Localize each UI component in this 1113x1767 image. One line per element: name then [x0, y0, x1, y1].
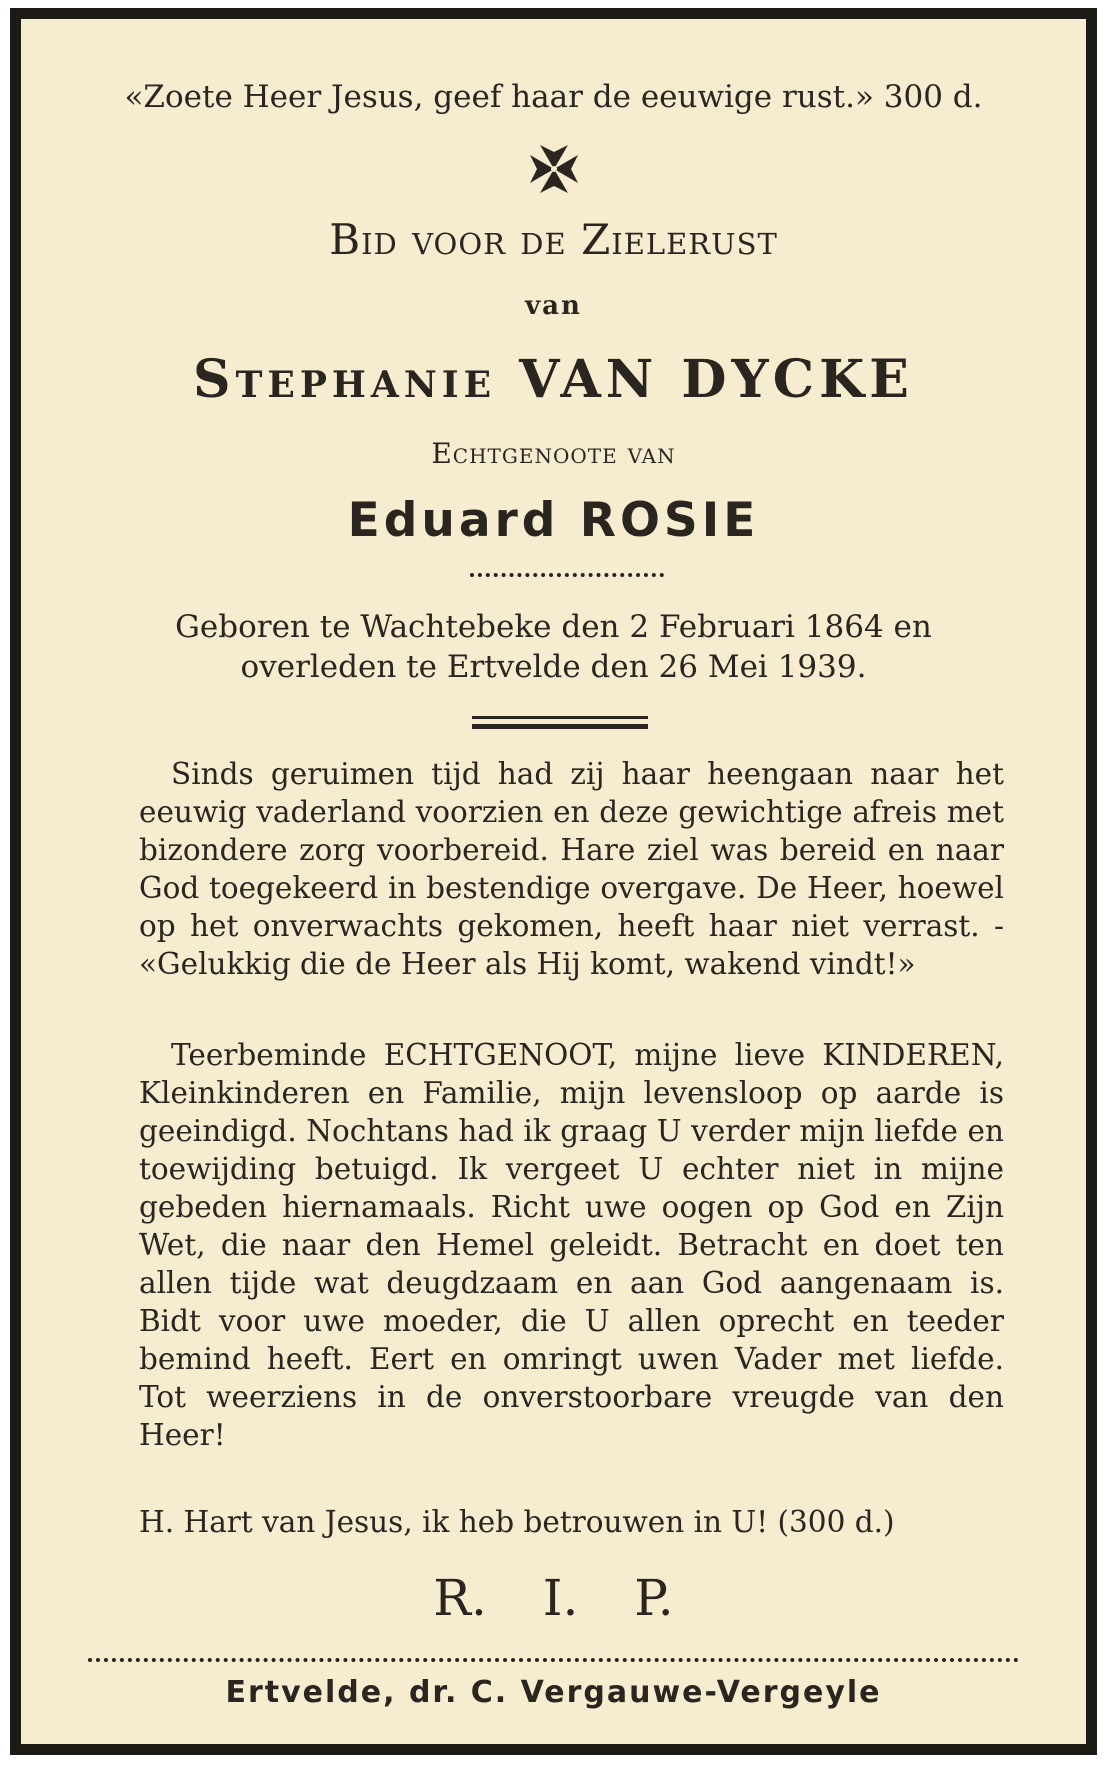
rip-text: R. I. P. [433, 1569, 674, 1627]
spouse-name: Eduard ROSIE [347, 493, 760, 548]
paragraph-text: Teerbeminde ECHTGENOOT, mijne lieve KINDEREN, Kleinkinderen en Familie, mijn levensloop op aarde is geeindigd. Nochtans had ik graag U verder mijn liefde en toewijding betuigd. Ik vergeet U echter niet in mijne gebeden hiernamaals. Richt uwe oogen op God en Zijn Wet, die naar den Hemel geleidt. Betracht en doet ten allen tijde wat deugdzaam en aan God aangenaam is. Bidt voor uwe moeder, die U allen oprecht en teeder bemind heeft. Eert en omringt uwen Vader met liefde. Tot weerziens in de onverstoorbare vreugde van den Heer! [139, 1038, 1004, 1452]
cross-ornament [21, 141, 1086, 201]
birth-line: Geboren te Wachtebeke den 2 Februari 1864 en [175, 609, 932, 645]
card-title: Bid voor de Zielerust [329, 215, 778, 264]
header-quote: «Zoete Heer Jesus, geef haar de eeuwige rust.» 300 d. [124, 79, 983, 115]
double-rule-divider [472, 724, 648, 729]
dotted-divider [88, 1658, 1019, 1662]
paragraph-text: Sinds geruimen tijd had zij haar heengaan naar het eeuwig vaderland voorzien en deze gewichtige afreis met bizondere zorg voorbereid. Hare ziel was bereid en naar God toegekeerd in bestendige overgave. De Heer, hoewel op het onverwachts gekomen, heeft haar niet verrast. - «Gelukkig die de Heer als Hij komt, wakend vindt!» [139, 757, 1004, 981]
relation-label: Echtgenoote van [431, 437, 676, 470]
death-line: overleden te Ertvelde den 26 Mei 1939. [240, 649, 867, 685]
maltese-cross-icon [526, 141, 582, 197]
closing-prayer: H. Hart van Jesus, ik heb betrouwen in U! (300 d.) [139, 1505, 895, 1539]
van-label: van [525, 291, 582, 321]
memorial-card [10, 8, 1097, 1755]
printer-credit: Ertvelde, dr. C. Vergauwe-Vergeyle [225, 1675, 882, 1710]
dotted-divider [470, 573, 664, 577]
deceased-name: Stephanie VAN DYCKE [193, 349, 914, 410]
double-rule-divider [472, 716, 648, 719]
